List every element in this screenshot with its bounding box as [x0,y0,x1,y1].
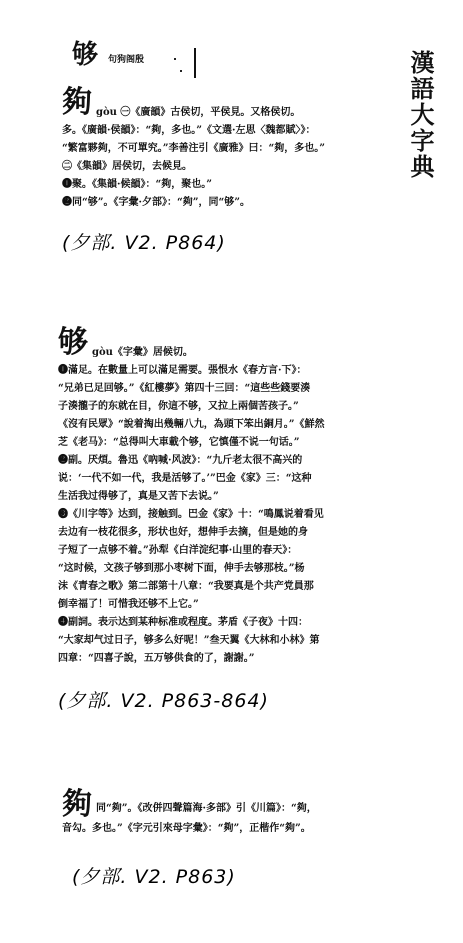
entry-line: 芝《老马》：“总得叫大車載个够，它慎僅不说一句话。” [58,437,300,448]
dictionary-title: 漢語大字典 [406,50,435,180]
entry-line: 去边有一枝花很多，形状也好，想伸手去摘，但是她的身 [58,527,308,538]
entry-line: 四章：“四喜子說，五万够供食的了，謝謝。” [58,653,255,664]
margin-mark [194,48,196,78]
entry-line: 说：‘一代不如一代，我是活够了。’”巴金《家》三：“这种 [58,473,312,484]
header-char: 够 [72,40,99,70]
entry-line: ❸《川字等》达到，接触到。巴金《家》十：“鳴鳳说着看见 [58,509,324,520]
entry-line: “繁富夥夠，不可單究。”李善注引《廣雅》曰：“夠，多也。” [62,143,326,154]
entry-line: 生活我过得够了，真是又苦下去说。” [58,491,219,502]
scan-speck [180,70,182,72]
entry-head-char: 够 [58,325,88,360]
entry-line: 子湊攏子的东就在目，你這不够，又拉上兩個苦孩子。” [58,401,299,412]
entry-line: ㊁《集韻》居侯切，去候見。 [62,161,192,172]
entry-line: ❷副。厌煩。魯迅《吶喊·风波》：“九斤老太很不高兴的 [58,455,303,466]
entry-line: 沫《青春之歌》第二部第十八章：“我要真是个共产党員那 [58,581,314,592]
entry-line: 倒幸福了！可惜我还够不上它。” [58,599,199,610]
entry-line: 同“夠”。《改併四聲篇海·多部》引《川篇》：“夠， [96,803,317,814]
entry-line: 音勾。多也。”《字元引來母字彙》：“夠”，正楷作“夠”。 [62,823,311,834]
scan-speck [174,58,176,60]
entry-line: “兄弟已足回够。”《紅樓夢》第四十三回：“這些些錢要湊 [58,383,311,394]
handwritten-citation: (夕部. V2. P864) [62,232,226,254]
entry-line: gòu《字彙》居候切。 [92,347,193,358]
entry-line: ❶滿足。在數量上可以滿足需要。張恨水《春方言·下》： [58,365,307,376]
entry-line: “这时候，文孩子够到那小枣树下面，伸手去够那枝。”杨 [58,563,305,574]
header-note: 句狗阁殷 [108,55,145,65]
entry-head-char: 夠 [62,787,92,822]
entry-line: 《沒有民眾》“說着掏出幾輛八九，為頭下笨出銅月。”《鮮然 [58,419,325,430]
entry-line: 子短了一点够不着。”孙犁《白洋淀纪事·山里的春天》： [58,545,298,556]
handwritten-citation: (夕部. V2. P863-864) [58,690,269,712]
handwritten-citation: (夕部. V2. P863) [72,866,236,888]
entry-line: gòu ㊀《廣韻》古侯切，平侯見。又格侯切。 [96,107,301,118]
entry-line: ❷同“够”。《字彙·夕部》：“夠”，同“够”。 [62,197,250,208]
entry-line: ❹副詞。表示达到某种标准或程度。茅盾《子夜》十四： [58,617,308,628]
entry-line: ❶聚。《集韻·候韻》：“夠，聚也。” [62,179,212,190]
entry-line: 多。《廣韻·侯韻》：“夠，多也。”《文選·左思〈魏都賦〉》： [62,125,316,136]
entry-head-char: 夠 [62,85,92,120]
entry-line: “大家却气过日子，够多么好呢！”叁天翼《大林和小林》第 [58,635,320,646]
